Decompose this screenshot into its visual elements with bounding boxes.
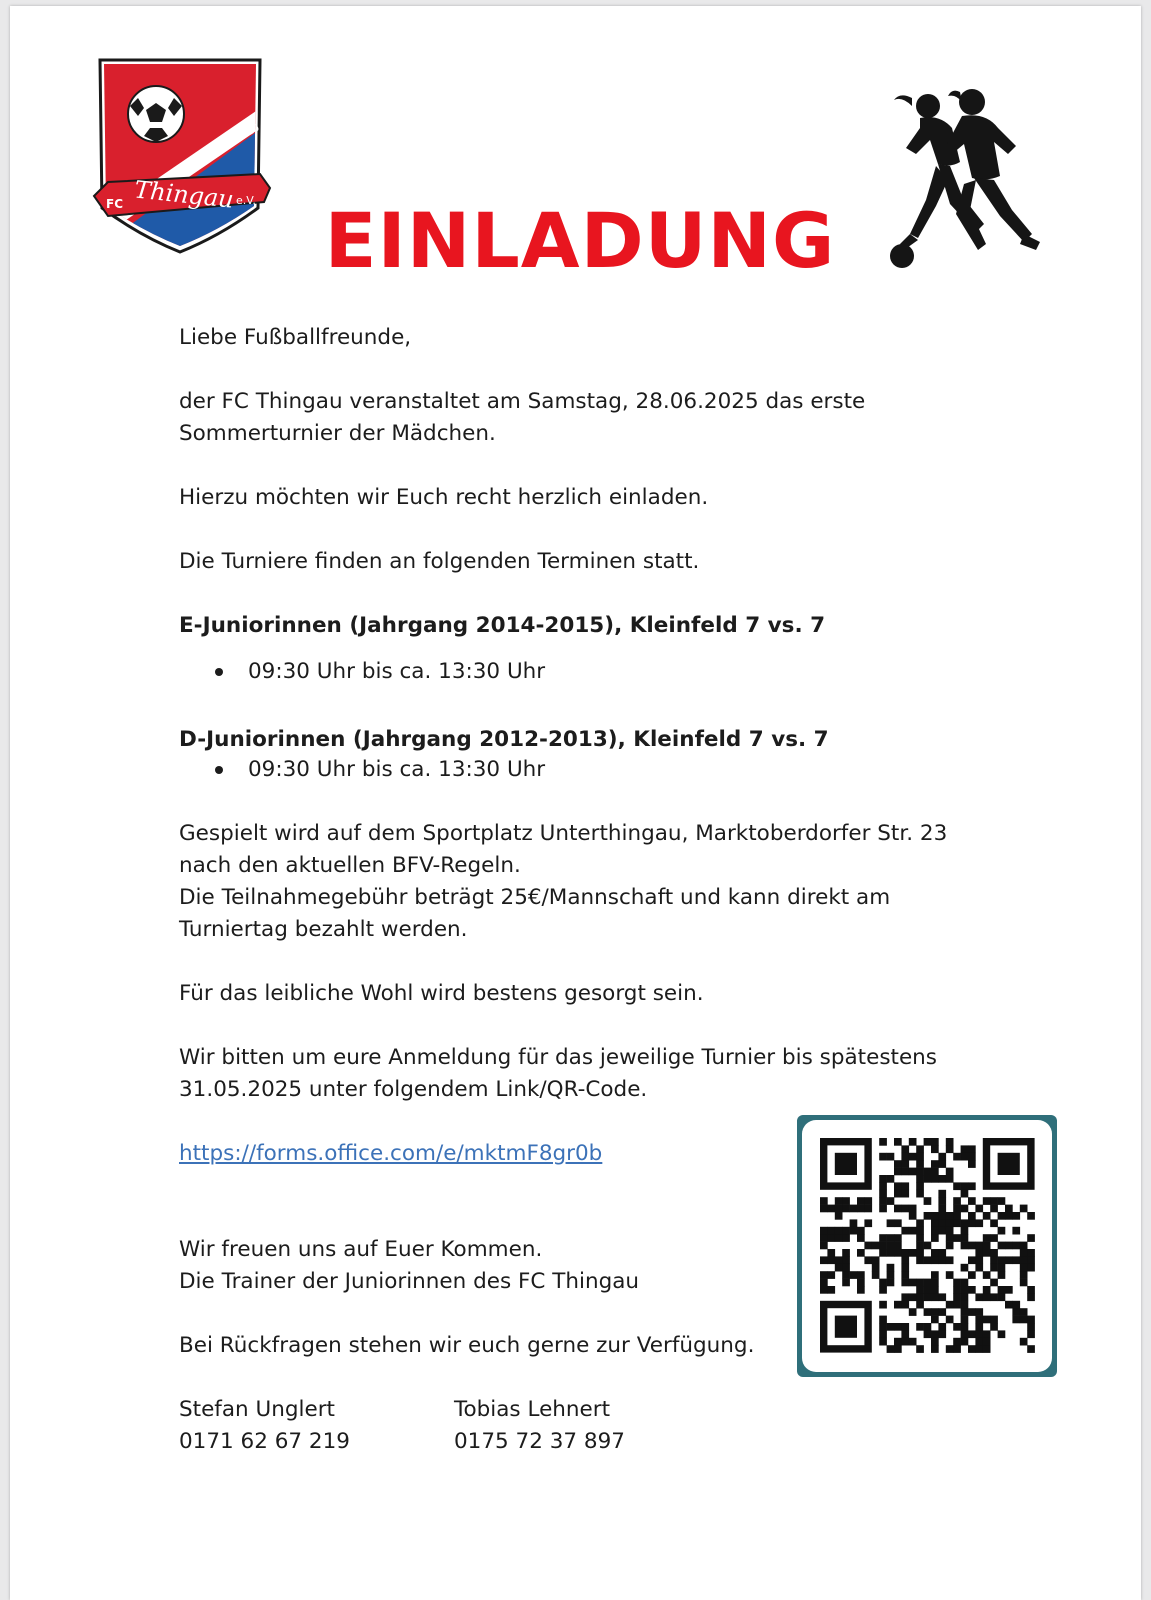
schedule-intro: Die Turniere finden an folgenden Terminen statt. [179,549,700,574]
logo-year: 2010 [234,122,262,145]
group-time-d: 09:30 Uhr bis ca. 13:30 Uhr [248,757,546,782]
soccer-players-icon [890,84,1050,280]
fee-line-1: Die Teilnahmegebühr beträgt 25€/Mannschaft und kann direkt am [179,885,891,910]
bullet-icon [215,668,223,676]
intro-line-2: Sommerturnier der Mädchen. [179,421,496,446]
invite-text: Hierzu möchten wir Euch recht herzlich einladen. [179,485,709,510]
greeting: Liebe Fußballfreunde, [179,325,412,350]
club-logo [88,56,278,256]
group-heading-e: E-Juniorinnen (Jahrgang 2014-2015), Kleinfeld 7 vs. 7 [179,613,826,638]
registration-link[interactable]: https://forms.office.com/e/mktmF8gr0b [179,1141,603,1166]
questions-text: Bei Rückfragen stehen wir euch gerne zur Verfügung. [179,1333,755,1358]
page-title: EINLADUNG [324,196,836,285]
logo-name: Thingau [132,175,236,214]
group-heading-d: D-Juniorinnen (Jahrgang 2012-2013), Kleinfeld 7 vs. 7 [179,727,829,752]
qr-code-frame [797,1115,1057,1377]
registration-line-1: Wir bitten um eure Anmeldung für das jeweilige Turnier bis spätestens [179,1045,938,1070]
contact-name-2: Tobias Lehnert [454,1397,611,1422]
contact-phone-2: 0175 72 37 897 [454,1429,625,1454]
invitation-page [10,6,1141,1600]
intro-line-1: der FC Thingau veranstaltet am Samstag, 28.06.2025 das erste [179,389,866,414]
contact-phone-1: 0171 62 67 219 [179,1429,350,1454]
fee-line-2: Turniertag bezahlt werden. [179,917,468,942]
logo-ev: e.V. [236,194,256,207]
football-icon [128,86,184,142]
venue-line-2: nach den aktuellen BFV-Regeln. [179,853,521,878]
qr-code-icon[interactable] [802,1120,1052,1372]
venue-line-1: Gespielt wird auf dem Sportplatz Unterthingau, Marktoberdorfer Str. 23 [179,821,948,846]
group-time-e: 09:30 Uhr bis ca. 13:30 Uhr [248,659,546,684]
logo-fc: FC [106,197,124,211]
contact-name-1: Stefan Unglert [179,1397,335,1422]
bullet-icon [215,766,223,774]
registration-line-2: 31.05.2025 unter folgendem Link/QR-Code. [179,1077,648,1102]
catering-text: Für das leibliche Wohl wird bestens gesorgt sein. [179,981,704,1006]
closing-line-1: Wir freuen uns auf Euer Kommen. [179,1237,543,1262]
closing-line-2: Die Trainer der Juniorinnen des FC Thingau [179,1269,640,1294]
